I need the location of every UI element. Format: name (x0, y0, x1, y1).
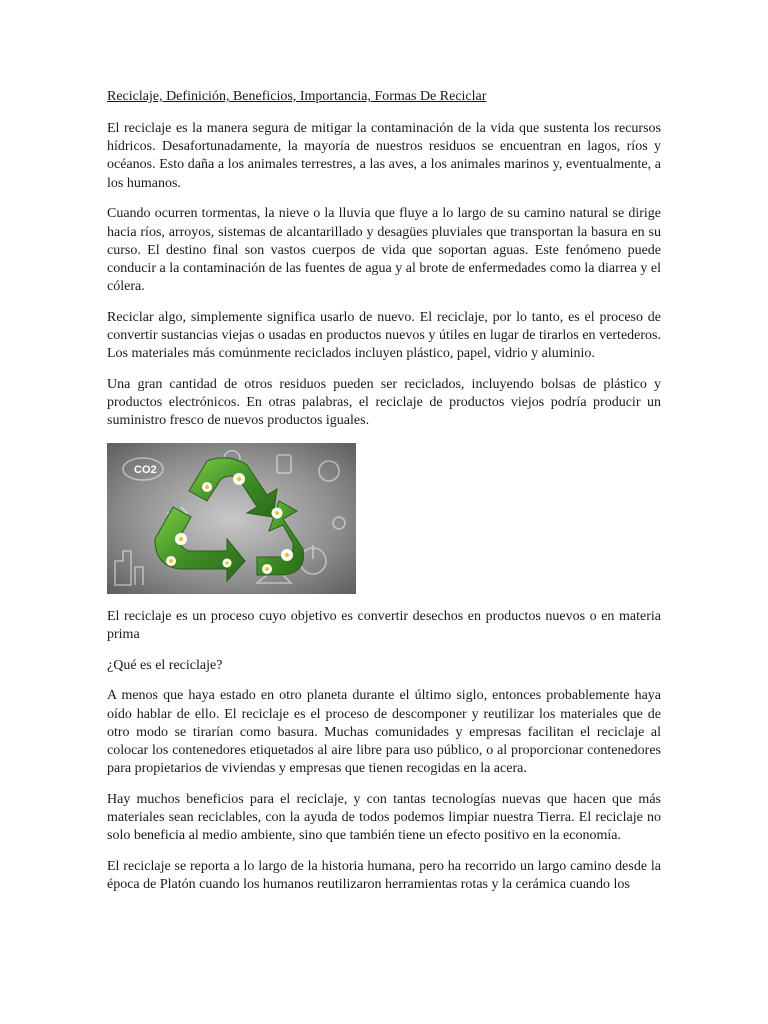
daisy-flower (262, 564, 272, 574)
co2-label: CO2 (134, 464, 157, 477)
paragraph-6: Hay muchos beneficios para el reciclaje, y con tantas tecnologías nuevas que hacen que más materiales sean reciclables, con la ayuda de todos podemos limpiar nuestra Tierra. El reciclaje no solo beneficia al medio ambiente, sino que también tiene un efecto positivo en la economía. (107, 791, 661, 844)
daisy-flower (272, 508, 283, 519)
paragraph-5: A menos que haya estado en otro planeta durante el último siglo, entonces probablemente haya oído hablar de ello. El reciclaje es el proceso de descomponer y reutilizar los materiales que de otro modo se tirarían como basura. Muchas comunidades y empresas facilitan el reciclaje al colocar los contenedores etiquetados al aire libre para uso público, o al proporcionar contenedores para propietarios de viviendas y empresas que tienen recogidas en la acera. (107, 688, 661, 777)
paragraph-2: Cuando ocurren tormentas, la nieve o la lluvia que fluye a lo largo de su camino natural se dirige hacia ríos, arroyos, sistemas de alcantarillado y desagües pluviales que transportan la basura en su curso. El destino final son vastos cuerpos de vida que soportan aguas. Este fenómeno puede conducir a la contaminación de las fuentes de agua y al brote de enfermedades como la diarrea y el cólera. (107, 206, 661, 295)
section-heading: ¿Qué es el reciclaje? (107, 657, 223, 673)
paragraph-4: Una gran cantidad de otros residuos pueden ser reciclados, incluyendo bolsas de plástico y productos electrónicos. En otras palabras, el reciclaje de productos viejos podría producir un suministro fresco de nuevos productos iguales. (107, 376, 661, 429)
paragraph-1: El reciclaje es la manera segura de mitigar la contaminación de la vida que sustenta los recursos hídricos. Desafortunadamente, la mayoría de nuestros residuos se encuentran en lagos, ríos y océanos. Esto daña a los animales terrestres, a las aves, a los animales marinos y, eventualmente, a los humanos. (107, 121, 661, 191)
recycling-illustration (107, 443, 356, 594)
document-page (107, 88, 661, 907)
daisy-flower (202, 482, 212, 492)
paragraph-7: El reciclaje se reporta a lo largo de la historia humana, pero ha recorrido un largo camino desde la época de Platón cuando los humanos reutilizaron herramientas rotas y la cerámica cuando los (107, 859, 661, 893)
daisy-flower (281, 549, 293, 561)
daisy-flower (166, 556, 176, 566)
daisy-flower (175, 533, 187, 545)
figure-caption: El reciclaje es un proceso cuyo objetivo es convertir desechos en productos nuevos o en materia prima (107, 609, 661, 643)
document-title: Reciclaje, Definición, Beneficios, Importancia, Formas De Reciclar (107, 89, 487, 104)
daisy-flower (233, 473, 245, 485)
paragraph-3: Reciclar algo, simplemente significa usarlo de nuevo. El reciclaje, por lo tanto, es el proceso de convertir sustancias viejas o usadas en productos nuevos y útiles en lugar de tirarlos en vertederos. Los materiales más comúnmente reciclados incluyen plástico, papel, vidrio y aluminio. (107, 309, 661, 362)
daisy-flower (223, 559, 232, 568)
